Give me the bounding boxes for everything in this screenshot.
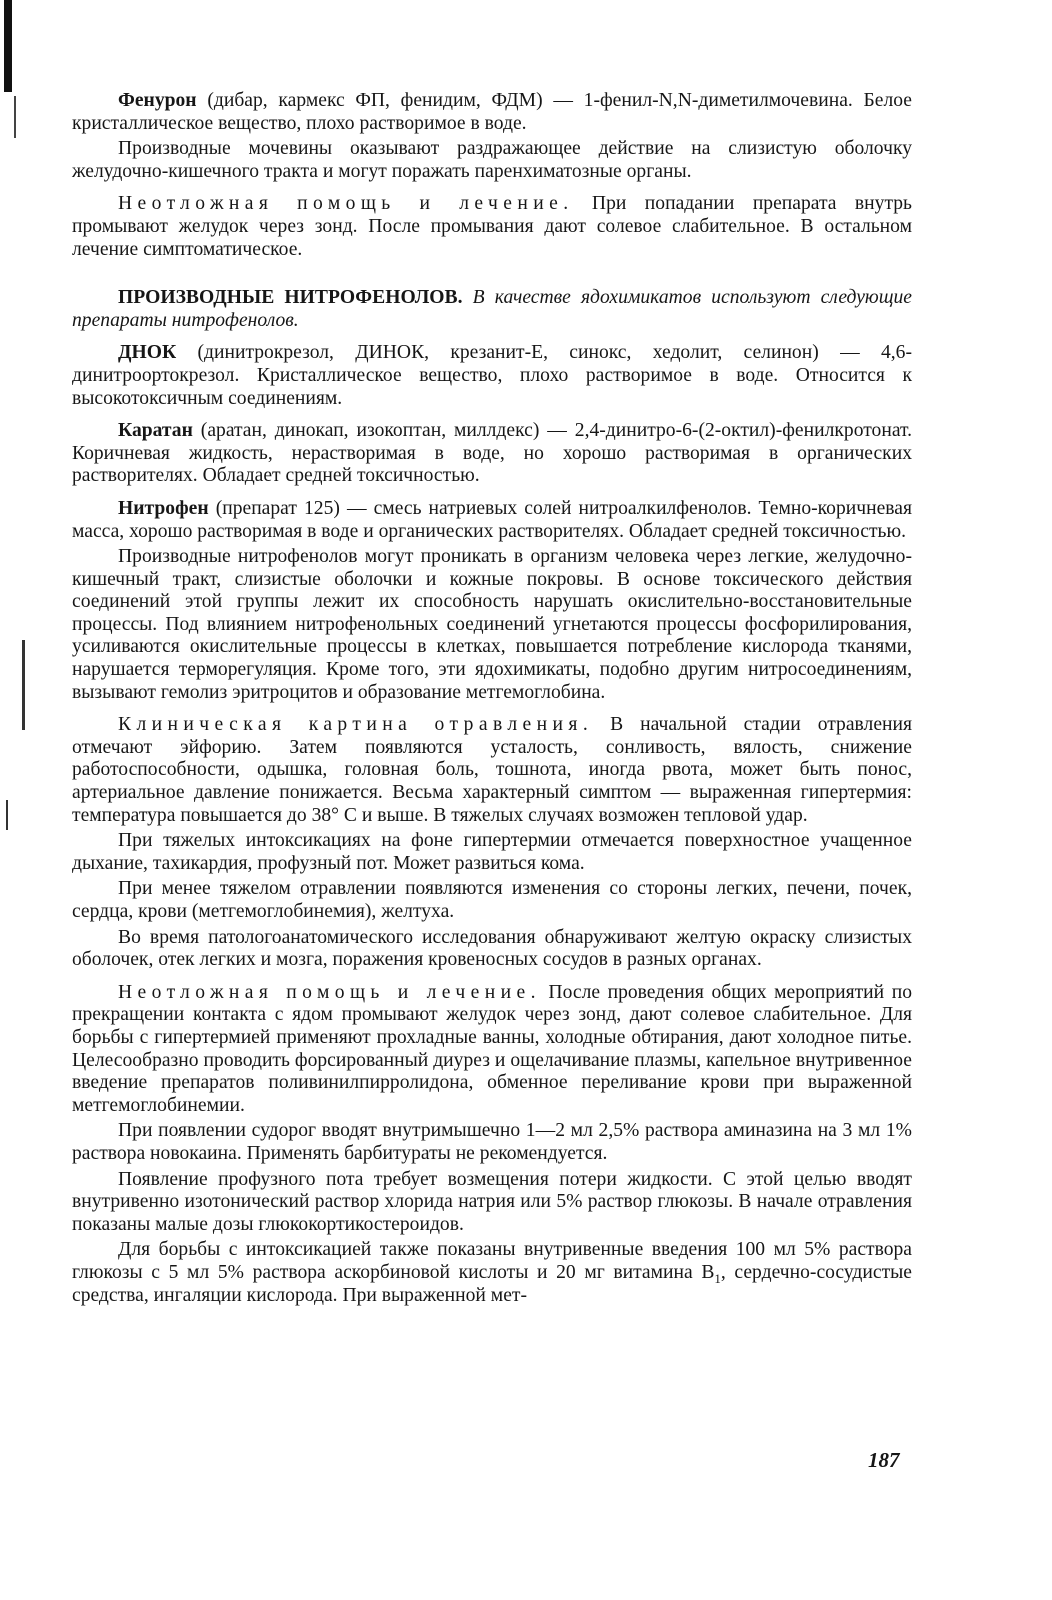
paragraph-nitrofen xyxy=(72,498,912,543)
section-label-clinic: Клиническая картина отравления. xyxy=(118,714,594,736)
paragraph-urea-derivatives: Производные мочевины оказывают раздражающее действие на слизистую оболочку желудочно-кишечного тракта и могут поражать паренхиматозные органы. xyxy=(72,138,912,182)
paragraph-sweat: Появление профузного пота требует возмещения потери жидкости. С этой целью вводят внутривенно изотонический раствор хлорида натрия или 5% раствор глюкозы. В начале отравления показаны малые дозы глюкокортикостероидов. xyxy=(72,1168,912,1235)
paragraph-clinic-mild: При менее тяжелом отравлении появляются изменения со стороны легких, печени, почек, сердца, крови (метгемоглобинемия), желтуха. xyxy=(72,878,912,922)
text-detox-a: Для борьбы с интоксикацией также показаны внутривенные введения 100 мл 5% раствора глюкозы с 5 мл 5% раствора аскорбиновой кислоты и 20 мг витамина B xyxy=(72,1239,912,1283)
text-dnok: (динитрокрезол, ДИНОК, крезанит-Е, синокс, хедолит, селинон) — 4,6-динитроортокрезол. Кристаллическое вещество, плохо растворимое в воде. Относится к высокотоксичным соединениям. xyxy=(72,342,912,409)
paragraph-emergency-nitro xyxy=(72,982,912,1118)
paragraph-mechanism: Производные нитрофенолов могут проникать в организм человека через легкие, желудочно-кишечный тракт, слизистые оболочки и кожные покровы. В основе токсического действия соединений этой группы лежит их способность нарушать окислительно-восстановительные процессы. Под влиянием нитрофенольных соединений угнетаются процессы фосфорилирования, усиливаются окислительные процессы в клетках, повышается потребление кислорода тканями, нарушается терморегуляция. Кроме того, эти ядохимикаты, подобно другим нитросоединениям, вызывают гемолиз эритроцитов и образование метгемоглобина. xyxy=(72,546,912,703)
paragraph-clinic xyxy=(72,714,912,827)
paragraph-seizures: При появлении судорог вводят внутримышечно 1—2 мл 2,5% раствора аминазина на 3 мл 1% раствора новокаина. Применять барбитураты не рекомендуется. xyxy=(72,1120,912,1164)
scan-margin-mark xyxy=(22,640,25,730)
scan-margin-mark xyxy=(6,800,8,830)
section-heading-nitrophenols: ПРОИЗВОДНЫЕ НИТРОФЕНОЛОВ. xyxy=(118,287,463,309)
term-dnok: ДНОК xyxy=(118,342,177,364)
text-karatan: (аратан, динокап, изокоптан, миллдекс) — 2,4-динитро-6-(2-октил)-фенилкротонат. Коричневая жидкость, нерастворимая в воде, но хорошо растворимая в органических растворителях. Обладает средней токсичностью. xyxy=(72,420,912,487)
section-label-emergency: Неотложная помощь и лечение. xyxy=(118,981,541,1003)
text-clinic: В начальной стадии отравления отмечают эйфорию. Затем появляются усталость, сонливость, вялость, снижение работоспособности, одышка, головная боль, тошнота, иногда рвота, может быть понос, артериальное давление понижается. Весьма характерный симптом — выраженная гипертермия: температура повышается до 38° С и выше. В тяжелых случаях возможен тепловой удар. xyxy=(72,714,913,826)
paragraph-detox xyxy=(72,1239,912,1307)
text-nitrophenols-intro: В качестве ядохимикатов используют следующие препараты нитрофенолов. xyxy=(72,287,912,331)
text-nitrofen: (препарат 125) — смесь натриевых солей нитроалкилфенолов. Темно-коричневая масса, хорошо растворимая в воде и органических растворителях. Обладает средней токсичностью. xyxy=(72,497,912,542)
paragraph-nitrophenols-heading xyxy=(72,287,912,332)
paragraph-emergency-fenuron xyxy=(72,193,912,261)
paragraph-clinic-autopsy: Во время патологоанатомического исследования обнаруживают желтую окраску слизистых оболочек, отек легких и мозга, поражения кровеносных сосудов в разных органах. xyxy=(72,926,912,971)
page-number: 187 xyxy=(868,1448,900,1472)
scan-margin-mark xyxy=(14,96,16,138)
text-emergency-fenuron: При попадании препарата внутрь промывают желудок через зонд. После промывания дают солевое слабительное. В остальном лечение симптоматическое. xyxy=(72,193,912,260)
paragraph-dnok xyxy=(72,342,912,410)
subscript-vitamin: 1 xyxy=(714,1270,721,1286)
paragraph-karatan xyxy=(72,420,912,488)
text-emergency-nitro: После проведения общих мероприятий по прекращении контакта с ядом промывают желудок через зонд, дают солевое слабительное. Для борьбы с гипертермией применяют прохладные ванны, холодные обтирания, дают холодное питье. Целесообразно проводить форсированный диурез и ощелачивание плазмы, капельное внутривенное введение препаратов поливинилпирролидона, обменное переливание крови при выраженной метгемоглобинемии. xyxy=(72,981,912,1116)
term-fenuron: Фенурон xyxy=(118,90,197,111)
page-text xyxy=(72,90,912,1307)
paragraph-fenuron xyxy=(72,90,912,135)
term-nitrofen: Нитрофен xyxy=(118,497,209,519)
scan-margin-mark xyxy=(4,0,12,92)
paragraph-clinic-severe: При тяжелых интоксикациях на фоне гипертермии отмечается поверхностное учащенное дыхание, тахикардия, профузный пот. Может развиться кома. xyxy=(72,830,912,874)
text-detox-b: , сердечно-сосудистые средства, ингаляции кислорода. При выраженной мет- xyxy=(72,1261,912,1306)
text-fenuron-desc: (дибар, кармекс ФП, фенидим, ФДМ) — 1-фенил-N,N-диметилмочевина. Белое кристаллическое вещество, плохо растворимое в воде. xyxy=(72,90,912,134)
term-karatan: Каратан xyxy=(118,420,193,442)
section-label-emergency: Неотложная помощь и лечение. xyxy=(118,193,574,215)
